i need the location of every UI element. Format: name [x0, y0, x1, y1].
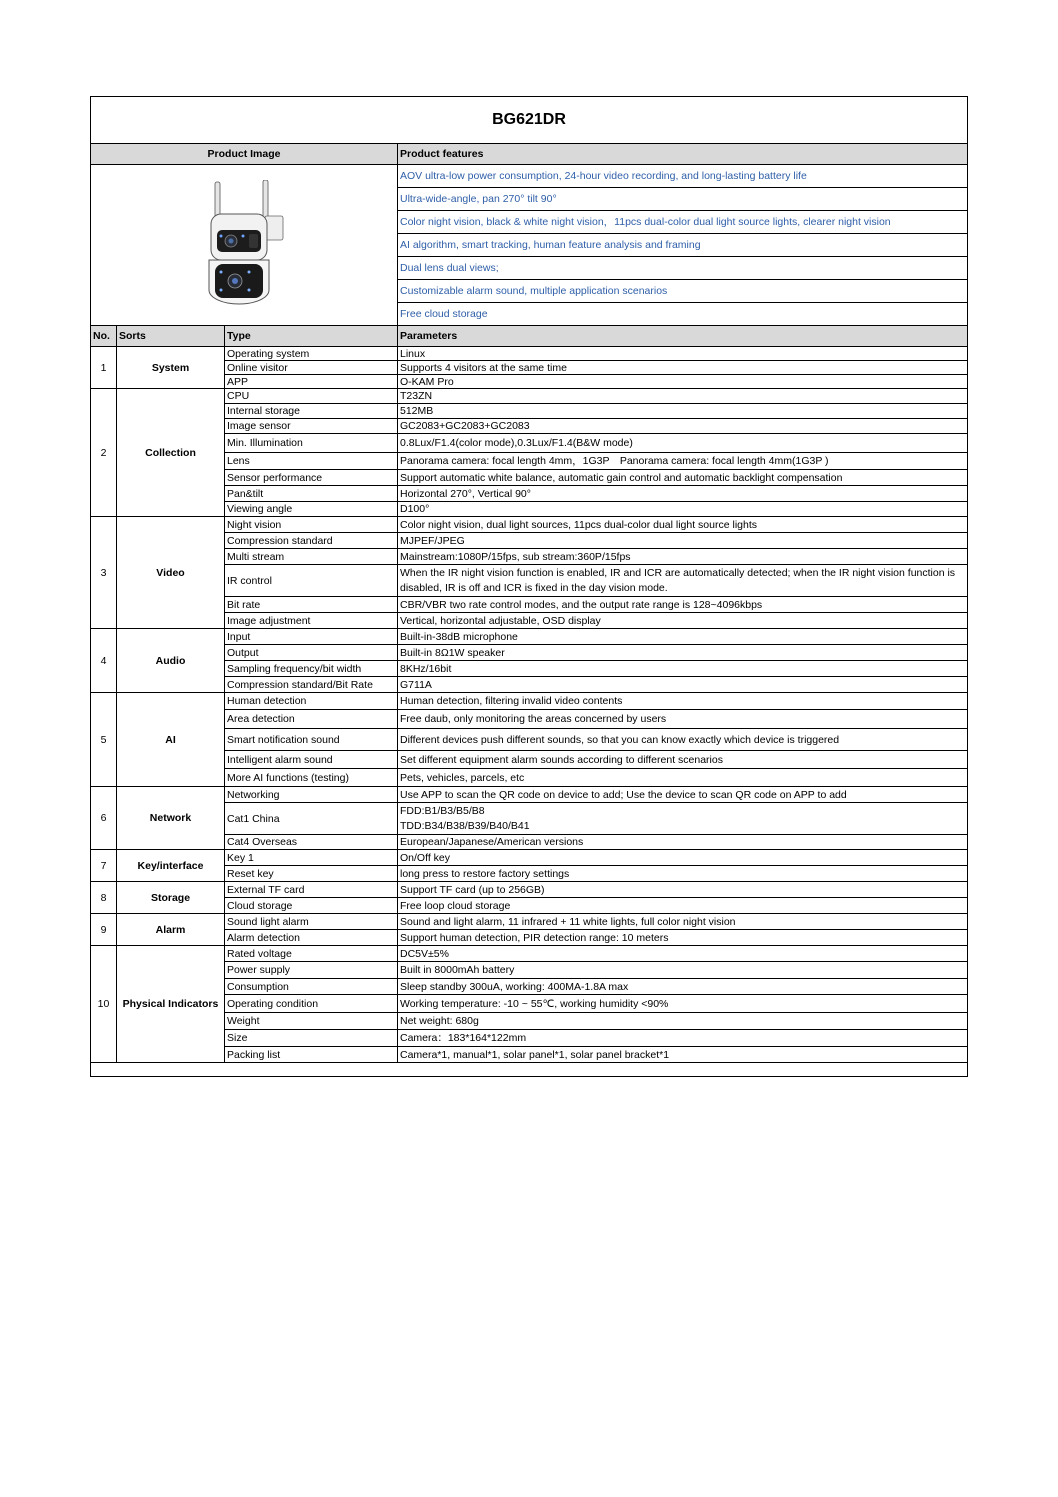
spec-parameter: Support human detection, PIR detection range: 10 meters: [398, 930, 968, 946]
product-image: [91, 165, 398, 326]
spec-type: Key 1: [225, 850, 398, 866]
spec-table: [90, 96, 968, 1077]
spec-type: Pan&tilt: [225, 486, 398, 502]
group-sort: AI: [117, 693, 225, 787]
spec-type: Human detection: [225, 693, 398, 710]
spec-type: Operating condition: [225, 995, 398, 1013]
spec-parameter: 0.8Lux/F1.4(color mode),0.3Lux/F1.4(B&W mode): [398, 434, 968, 453]
spec-type: Alarm detection: [225, 930, 398, 946]
spec-type: Sensor performance: [225, 470, 398, 486]
spec-type: Intelligent alarm sound: [225, 751, 398, 769]
spec-row: [91, 914, 968, 930]
spec-parameter: Net weight: 680g: [398, 1013, 968, 1030]
spec-row: [91, 850, 968, 866]
spec-type: Cat1 China: [225, 803, 398, 835]
spec-parameter: Sound and light alarm, 11 infrared + 11 white lights, full color night vision: [398, 914, 968, 930]
spec-parameter: MJPEF/JPEG: [398, 533, 968, 549]
spec-parameter: T23ZN: [398, 389, 968, 404]
spec-type: More AI functions (testing): [225, 769, 398, 787]
group-sort: Collection: [117, 389, 225, 517]
spec-type: Sound light alarm: [225, 914, 398, 930]
spec-type: Compression standard: [225, 533, 398, 549]
spec-parameter: Built in 8000mAh battery: [398, 962, 968, 979]
spec-parameter: Support TF card (up to 256GB): [398, 882, 968, 898]
spec-type: Output: [225, 645, 398, 661]
spec-parameter: long press to restore factory settings: [398, 866, 968, 882]
group-number: 2: [91, 389, 117, 517]
spec-parameter: GC2083+GC2083+GC2083: [398, 419, 968, 434]
spec-type: External TF card: [225, 882, 398, 898]
group-sort: Video: [117, 517, 225, 629]
spec-type: CPU: [225, 389, 398, 404]
spec-row: [91, 517, 968, 533]
spec-type: Smart notification sound: [225, 729, 398, 751]
spec-type: Multi stream: [225, 549, 398, 565]
spec-type: IR control: [225, 565, 398, 597]
group-number: 9: [91, 914, 117, 946]
spec-row: [91, 693, 968, 710]
spec-type: Input: [225, 629, 398, 645]
spec-parameter: European/Japanese/American versions: [398, 835, 968, 850]
spec-type: Image adjustment: [225, 613, 398, 629]
spec-parameter: When the IR night vision function is enabled, IR and ICR are automatically detected; when the IR night vision function is disabled, IR is off and ICR is fixed in the day vision mode.: [398, 565, 968, 597]
spec-type: Cloud storage: [225, 898, 398, 914]
spec-parameter: Working temperature: -10 ~ 55℃, working humidity <90%: [398, 995, 968, 1013]
spec-type: Networking: [225, 787, 398, 803]
spec-sheet: [90, 96, 967, 1077]
spec-parameter: G711A: [398, 677, 968, 693]
group-number: 6: [91, 787, 117, 850]
spec-row: [91, 347, 968, 361]
group-number: 8: [91, 882, 117, 914]
spec-type: Night vision: [225, 517, 398, 533]
group-sort: Key/interface: [117, 850, 225, 882]
spec-type: Sampling frequency/bit width: [225, 661, 398, 677]
spec-parameter: Different devices push different sounds, so that you can know exactly which device is triggered: [398, 729, 968, 751]
spec-parameter: 512MB: [398, 404, 968, 419]
group-sort: Network: [117, 787, 225, 850]
feature-item: Ultra-wide-angle, pan 270° tilt 90°: [398, 188, 968, 211]
spec-type: Internal storage: [225, 404, 398, 419]
product-features-header: Product features: [398, 144, 968, 165]
spec-type: Consumption: [225, 979, 398, 995]
spec-type: Size: [225, 1030, 398, 1047]
spec-parameter: Panorama camera: focal length 4mm，1G3P Panorama camera: focal length 4mm(1G3P ): [398, 453, 968, 470]
spec-parameter: Mainstream:1080P/15fps, sub stream:360P/15fps: [398, 549, 968, 565]
spec-type: APP: [225, 375, 398, 389]
spec-parameter: Camera*1, manual*1, solar panel*1, solar panel bracket*1: [398, 1047, 968, 1063]
spec-row: [91, 629, 968, 645]
type-header: Type: [225, 326, 398, 347]
group-number: 1: [91, 347, 117, 389]
group-sort: Audio: [117, 629, 225, 693]
spec-parameter: O-KAM Pro: [398, 375, 968, 389]
group-number: 10: [91, 946, 117, 1063]
spec-parameter: DC5V±5%: [398, 946, 968, 962]
spec-type: Weight: [225, 1013, 398, 1030]
spec-parameter: 8KHz/16bit: [398, 661, 968, 677]
group-sort: System: [117, 347, 225, 389]
spec-parameter: Built-in 8Ω1W speaker: [398, 645, 968, 661]
spec-type: Viewing angle: [225, 502, 398, 517]
product-title: BG621DR: [91, 97, 968, 144]
spec-row: [91, 946, 968, 962]
spec-row: [91, 787, 968, 803]
feature-item: Customizable alarm sound, multiple application scenarios: [398, 280, 968, 303]
spec-parameter: CBR/VBR two rate control modes, and the output rate range is 128~4096kbps: [398, 597, 968, 613]
empty-row: [91, 1063, 968, 1077]
spec-parameter: Linux: [398, 347, 968, 361]
spec-type: Area detection: [225, 710, 398, 729]
spec-type: Operating system: [225, 347, 398, 361]
spec-row: [91, 389, 968, 404]
group-sort: Alarm: [117, 914, 225, 946]
spec-parameter: Support automatic white balance, automatic gain control and automatic backlight compensation: [398, 470, 968, 486]
spec-parameter: Supports 4 visitors at the same time: [398, 361, 968, 375]
spec-type: Lens: [225, 453, 398, 470]
spec-parameter: D100°: [398, 502, 968, 517]
parameters-header: Parameters: [398, 326, 968, 347]
spec-parameter: Horizontal 270°, Vertical 90°: [398, 486, 968, 502]
spec-parameter: Camera：183*164*122mm: [398, 1030, 968, 1047]
feature-item: Color night vision, black & white night vision，11pcs dual-color dual light source lights, clearer night vision: [398, 211, 968, 234]
spec-type: Rated voltage: [225, 946, 398, 962]
camera-image: [199, 180, 289, 308]
spec-parameter-line: TDD:B34/B38/B39/B40/B41: [400, 819, 530, 832]
spec-parameter: Pets, vehicles, parcels, etc: [398, 769, 968, 787]
group-number: 3: [91, 517, 117, 629]
spec-parameter: Free loop cloud storage: [398, 898, 968, 914]
spec-parameter: Built-in-38dB microphone: [398, 629, 968, 645]
spec-type: Power supply: [225, 962, 398, 979]
spec-parameter: Use APP to scan the QR code on device to add; Use the device to scan QR code on APP to add: [398, 787, 968, 803]
feature-item: Free cloud storage: [398, 303, 968, 326]
empty-cell: [91, 1063, 968, 1077]
spec-type: Min. Illumination: [225, 434, 398, 453]
spec-parameter: On/Off key: [398, 850, 968, 866]
spec-parameter: Human detection, filtering invalid video contents: [398, 693, 968, 710]
spec-parameter: Set different equipment alarm sounds according to different scenarios: [398, 751, 968, 769]
spec-parameter: Sleep standby 300uA, working: 400MA-1.8A max: [398, 979, 968, 995]
feature-item: AOV ultra-low power consumption, 24-hour video recording, and long-lasting battery life: [398, 165, 968, 188]
spec-parameter: Color night vision, dual light sources, 11pcs dual-color dual light source lights: [398, 517, 968, 533]
no-header: No.: [91, 326, 117, 347]
spec-type: Bit rate: [225, 597, 398, 613]
spec-type: Reset key: [225, 866, 398, 882]
group-sort: Physical Indicators: [117, 946, 225, 1063]
product-image-header: Product Image: [91, 144, 398, 165]
spec-parameter: [398, 803, 968, 835]
group-number: 4: [91, 629, 117, 693]
spec-parameter: Free daub, only monitoring the areas concerned by users: [398, 710, 968, 729]
spec-type: Packing list: [225, 1047, 398, 1063]
spec-type: Cat4 Overseas: [225, 835, 398, 850]
group-number: 5: [91, 693, 117, 787]
spec-parameter-line: FDD:B1/B3/B5/B8: [400, 804, 485, 817]
feature-item: AI algorithm, smart tracking, human feature analysis and framing: [398, 234, 968, 257]
spec-type: Online visitor: [225, 361, 398, 375]
spec-type: Compression standard/Bit Rate: [225, 677, 398, 693]
group-sort: Storage: [117, 882, 225, 914]
sorts-header: Sorts: [117, 326, 225, 347]
feature-item: Dual lens dual views;: [398, 257, 968, 280]
spec-type: Image sensor: [225, 419, 398, 434]
spec-row: [91, 882, 968, 898]
spec-parameter: Vertical, horizontal adjustable, OSD display: [398, 613, 968, 629]
group-number: 7: [91, 850, 117, 882]
